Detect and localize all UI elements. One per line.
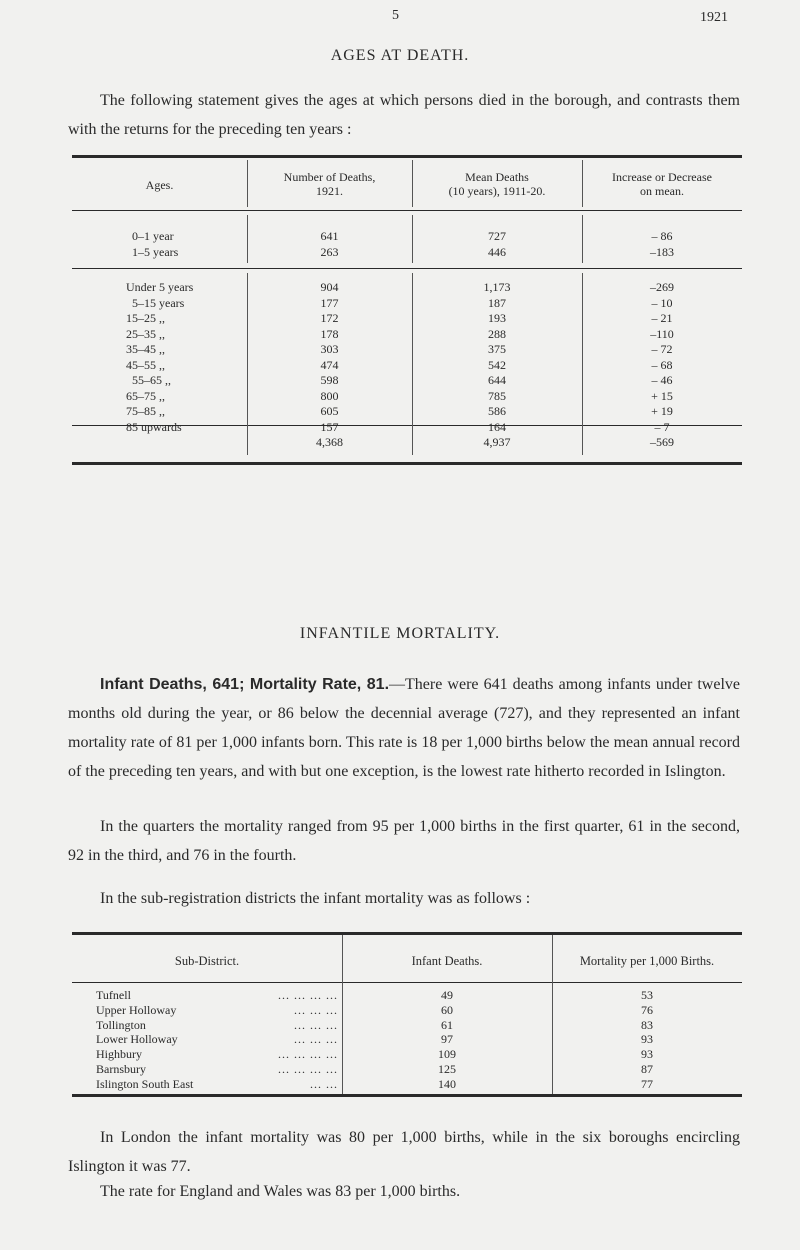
age-value: 800 — [320, 388, 339, 403]
subdistrict-value: 109 — [438, 1047, 456, 1062]
age-value: –269 — [650, 280, 674, 294]
page-year: 1921 — [700, 10, 728, 25]
age-label: 5–15 years — [132, 295, 185, 310]
age-value: – 68 — [651, 357, 673, 372]
age-value: 1,173 — [483, 280, 511, 294]
header-line: Increase or Decrease — [612, 170, 712, 184]
leader-dots: ... ... ... — [294, 1032, 338, 1047]
ages-table — [72, 155, 742, 465]
subdistrict-label: Tufnell — [96, 988, 131, 1002]
subdistrict-value: 60 — [441, 1002, 453, 1017]
subdistrict-label: Upper Holloway — [96, 1002, 177, 1017]
age-value: –110 — [650, 326, 674, 341]
subdistrict-value: 97 — [441, 1032, 453, 1047]
subdistrict-value: 125 — [438, 1062, 456, 1076]
subdistrict-name — [96, 988, 340, 1002]
age-value: + 19 — [651, 404, 673, 418]
ages-intro: The following statement gives the ages at which persons died in the borough, and contrasts them with the returns for the preceding ten years : — [68, 92, 740, 138]
subdistrict-label: Islington South East — [96, 1076, 194, 1091]
subdistrict-table — [72, 932, 742, 1100]
age-label: 55–65 ,, — [132, 373, 171, 387]
age-value: 178 — [320, 326, 339, 341]
leader-dots: ... ... ... ... — [278, 1047, 338, 1062]
age-value: 303 — [320, 342, 339, 356]
age-value: 446 — [488, 245, 506, 259]
ages-heading: AGES AT DEATH. — [330, 47, 470, 64]
infant-heading: INFANTILE MORTALITY. — [299, 625, 501, 642]
age-value: – 7 — [654, 419, 670, 434]
age-label: 65–75 ,, — [126, 388, 165, 403]
age-label: 0–1 year — [132, 229, 174, 243]
age-value: 263 — [320, 245, 339, 259]
infant-paragraph-1 — [68, 670, 740, 786]
subdistrict-label: Barnsbury — [96, 1062, 146, 1076]
age-value: 164 — [488, 419, 506, 434]
age-label: Under 5 years — [126, 280, 194, 294]
subdistrict-name — [96, 1018, 340, 1032]
infant-paragraph-4: In London the infant mortality was 80 per 1,000 births, while in the six boroughs encircling Islington it was 77. — [68, 1129, 740, 1175]
subdistrict-value: 77 — [641, 1076, 653, 1091]
age-value: 288 — [488, 326, 506, 341]
age-value: – 46 — [651, 373, 673, 387]
subdistrict-value: 53 — [641, 988, 653, 1002]
ages-col-header — [582, 170, 742, 198]
age-value: + 15 — [651, 388, 673, 403]
subdistrict-value: 49 — [441, 988, 453, 1002]
age-value: – 21 — [651, 311, 673, 325]
subdistrict-value: 83 — [641, 1017, 653, 1032]
subdistrict-value: 140 — [438, 1076, 456, 1091]
leader-dots: ... ... ... — [294, 1002, 338, 1017]
subdistrict-label: Lower Holloway — [96, 1032, 178, 1047]
leader-dots: ... ... — [310, 1076, 338, 1091]
age-value: 177 — [320, 295, 339, 310]
age-value: 785 — [488, 388, 506, 403]
total-value: 4,937 — [483, 435, 511, 449]
subdistrict-col-header: Infant Deaths. — [411, 954, 483, 968]
infant-lead: Infant Deaths, 641; Mortality Rate, 81. — [100, 676, 390, 693]
subdistrict-col-header: Sub-District. — [174, 954, 240, 968]
age-value: 375 — [488, 342, 506, 356]
header-line: on mean. — [640, 184, 684, 198]
subdistrict-label: Highbury — [96, 1047, 142, 1062]
age-value: – 72 — [651, 342, 673, 356]
infant-paragraph-2: In the quarters the mortality ranged from 95 per 1,000 births in the first quarter, 61 in the second, 92 in the third, and 76 in the fourth. — [68, 818, 740, 864]
age-value: 586 — [488, 404, 506, 418]
age-value: 474 — [320, 357, 339, 372]
infant-paragraph-5: The rate for England and Wales was 83 per 1,000 births. — [100, 1183, 461, 1200]
age-label: 85 upwards — [126, 419, 182, 434]
subdistrict-name — [96, 1003, 340, 1017]
age-value: 641 — [320, 229, 339, 243]
age-value: 187 — [488, 295, 506, 310]
ages-col-header — [412, 170, 582, 198]
age-value: 598 — [320, 373, 339, 387]
leader-dots: ... ... ... ... — [278, 988, 338, 1002]
total-value: –569 — [650, 435, 674, 449]
ages-col-header — [247, 170, 412, 198]
age-label: 75–85 ,, — [126, 404, 165, 418]
age-value: –183 — [650, 245, 674, 259]
leader-dots: ... ... ... ... — [278, 1062, 338, 1076]
age-label: 1–5 years — [132, 245, 179, 259]
total-value: 4,368 — [316, 435, 343, 449]
subdistrict-value: 93 — [641, 1047, 653, 1062]
header-line: Number of Deaths, — [283, 170, 376, 184]
subdistrict-value: 87 — [641, 1062, 653, 1076]
subdistrict-name — [96, 1077, 340, 1091]
infant-para1-text: —There were 641 deaths among infants under twelve months old during the year, or 86 below the decennial average (727), and they represented an infant mortality rate of 81 per 1,000 infants born. This rate is 18 per 1,000 births below the mean annual record of the preceding ten years, and with but one exception, is the lowest rate hitherto recorded in Islington. — [68, 676, 741, 780]
leader-dots: ... ... ... — [294, 1017, 338, 1032]
subdistrict-label: Tollington — [96, 1017, 146, 1032]
age-value: 644 — [488, 373, 506, 387]
age-value: – 10 — [651, 295, 673, 310]
age-value: 193 — [488, 311, 506, 325]
subdistrict-col-header: Mortality per 1,000 Births. — [579, 954, 715, 968]
age-label: 35–45 ,, — [126, 342, 165, 356]
age-value: – 86 — [651, 229, 673, 243]
age-label: 15–25 ,, — [126, 311, 165, 325]
header-line: Mean Deaths — [465, 170, 529, 184]
age-label: 25–35 ,, — [126, 326, 165, 341]
subdistrict-value: 76 — [641, 1002, 653, 1017]
age-value: 157 — [320, 419, 339, 434]
subdistrict-name — [96, 1032, 340, 1046]
header-line: 1921. — [316, 184, 343, 198]
infant-paragraph-3: In the sub-registration districts the infant mortality was as follows : — [100, 890, 531, 907]
age-label: 45–55 ,, — [126, 357, 165, 372]
subdistrict-name — [96, 1047, 340, 1061]
subdistrict-value: 61 — [441, 1017, 453, 1032]
age-value: 727 — [488, 229, 506, 243]
age-value: 605 — [320, 404, 339, 418]
age-value: 904 — [320, 280, 339, 294]
page-number: 5 — [392, 8, 399, 23]
subdistrict-name — [96, 1062, 340, 1076]
age-value: 172 — [320, 311, 339, 325]
header-line: (10 years), 1911-20. — [448, 184, 546, 198]
age-value: 542 — [488, 357, 506, 372]
subdistrict-value: 93 — [641, 1032, 653, 1047]
header-line: Ages. — [145, 178, 174, 192]
ages-col-header — [72, 178, 247, 192]
